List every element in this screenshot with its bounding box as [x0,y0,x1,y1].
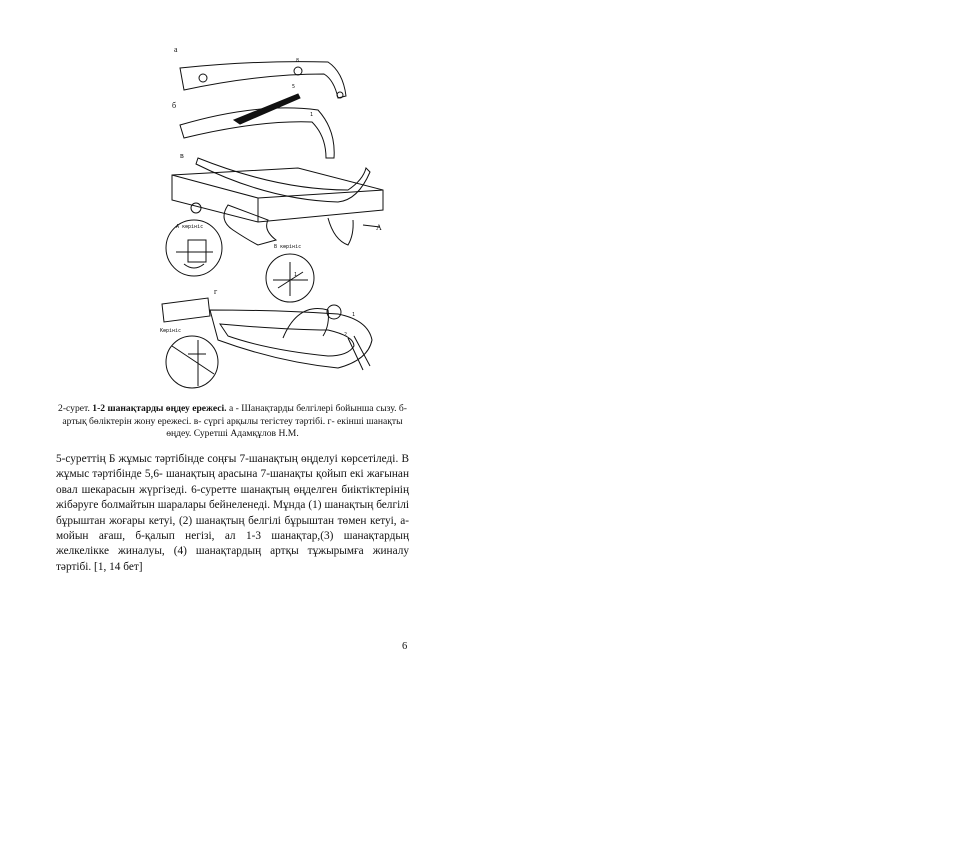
panel-label-a: а [174,45,178,54]
frame-g [162,298,210,322]
figure-illustration [158,40,398,392]
detail-label-g: Көрініс [160,328,182,334]
bench [172,168,383,222]
page-number: 6 [402,641,408,652]
body-paragraph: 5-суреттің Б жұмыс тәртібінде соңғы 7-шанақтың өңделуі көрсетіледі. В жұмыс тәртібінде 5,6- шанақтың арасына 7-шанақты қойып екі жағынан овал шекарасын жүргізеді. 6-суретте шанақтың өңделген биіктіктерінің жібəруге болмайтын шаралары бейнеленеді. Мұнда (1) шанақтың белгілі бұрыштан жоғары кетуі, (2) шанақтың белгілі бұрыштан төмен кетуі, а-мойын ағаш, б-қалып негізі, ал 1-3 шанақтар,(3) шанақтардың желкелікке жиналуы, (4) шанақтардың артқы тұжырымға жиналу тәртібі. [1, 14 бет] [56,453,409,573]
part-number: 1 [294,272,298,278]
part-number: 5 [292,84,296,90]
part-number: 1 [310,112,314,118]
panel-label-g: г [214,287,218,296]
panel-label-v: в [180,151,184,160]
strip-a [180,62,346,98]
arrow-label: А [376,223,382,232]
part-number: 1 [352,312,356,318]
detail-label-a: А көрініс [176,224,204,230]
part-number: 2 [344,332,348,338]
figure-caption [56,403,409,441]
caption-rest: а - Шанақтарды белгілері бойынша сызу. б- артық бөліктерін жону ережесі. в- сүргі арқылы тегістеу тәртібі. г- екінші шанақты өңдеу. Суретші Адамқұлов Н.М. [62,403,407,440]
technical-drawing [158,40,398,392]
panel-label-b: б [172,101,177,110]
detail-g-circle [166,336,218,388]
knife [234,94,300,124]
caption-prefix: 2-сурет. [58,403,93,414]
part-number: 8 [296,58,300,64]
caption-bold: 1-2 шанақтарды өңдеу ережесі. [92,403,227,414]
detail-label-b: В көрініс [274,244,302,250]
